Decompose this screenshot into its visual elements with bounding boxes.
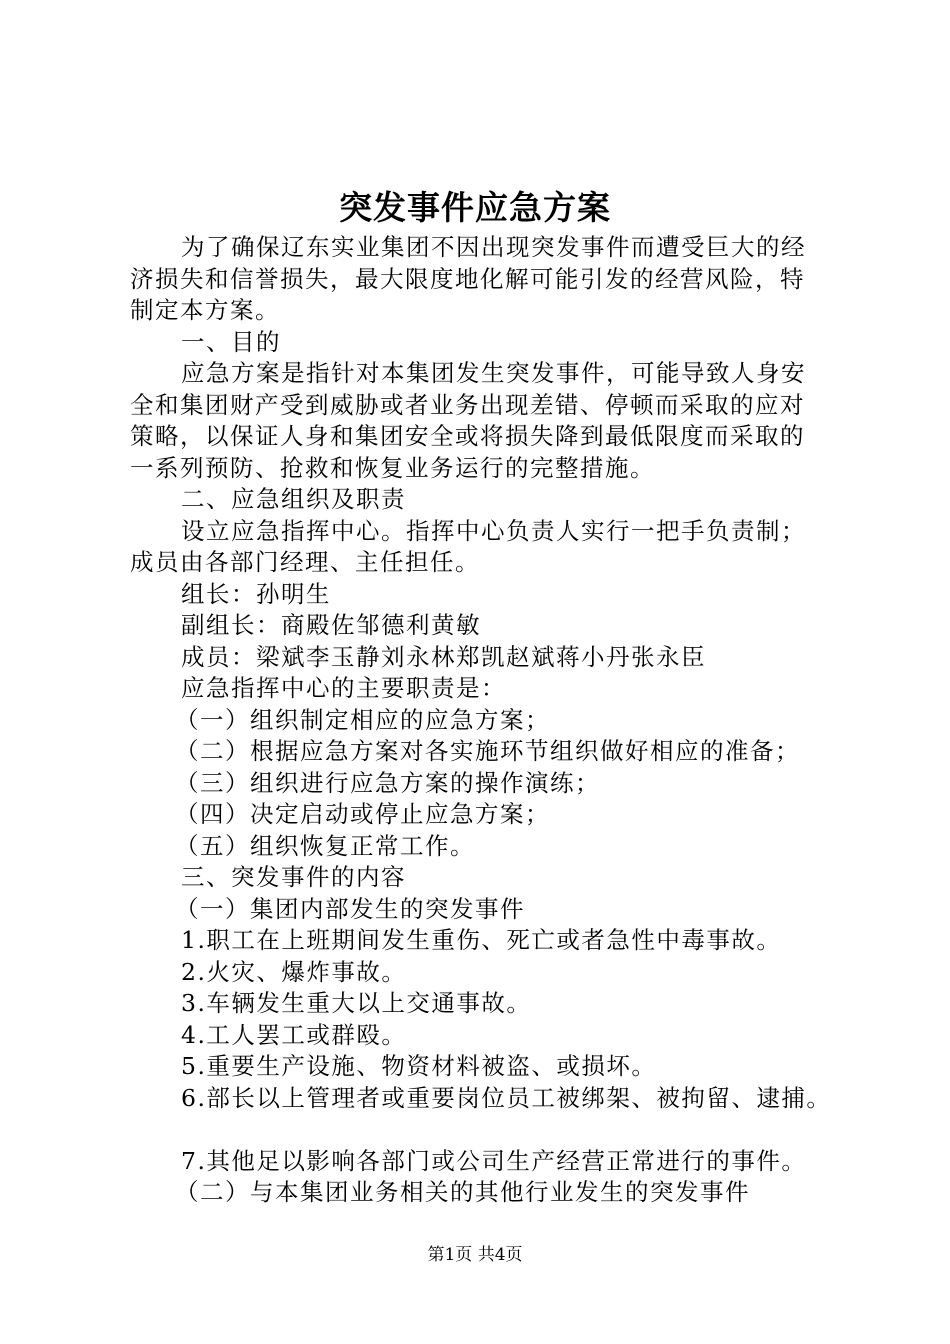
list-item: 6.部长以上管理者或重要岗位员工被绑架、被拘留、逮捕。 xyxy=(181,1083,832,1112)
section-heading: 一、目的 xyxy=(181,327,281,356)
paragraph-line: 为了确保辽东实业集团不因出现突发事件而遭受巨大的经 xyxy=(181,233,806,261)
paragraph-line: 全和集团财产受到威胁或者业务出现差错、停顿而采取的应对 xyxy=(130,390,805,419)
paragraph-line: 制定本方案。 xyxy=(130,296,280,324)
paragraph-line: 策略，以保证人身和集团安全或将损失降到最低限度而采取的 xyxy=(130,422,805,450)
list-item: 2.火灾、爆炸事故。 xyxy=(181,957,407,986)
document-body xyxy=(130,232,850,1209)
subsection-heading: （二）与本集团业务相关的其他行业发生的突发事件 xyxy=(175,1178,750,1206)
list-item: 4.工人罢工或群殴。 xyxy=(181,1020,407,1049)
list-item: （五）组织恢复正常工作。 xyxy=(175,831,475,860)
blank-line xyxy=(130,1114,850,1146)
list-item: 3.车辆发生重大以上交通事故。 xyxy=(181,989,532,1017)
paragraph-line: 设立应急指挥中心。指挥中心负责人实行一把手负责制； xyxy=(181,516,806,545)
document-title: 突发事件应急方案 xyxy=(339,188,611,227)
list-item: （一）组织制定相应的应急方案； xyxy=(175,705,550,734)
deputy-leader-line: 副组长：商殿佐邹德利黄敏 xyxy=(181,611,481,639)
team-leader-line: 组长：孙明生 xyxy=(181,579,331,608)
section-heading: 二、应急组织及职责 xyxy=(181,485,406,513)
paragraph-line: 应急方案是指针对本集团发生突发事件，可能导致人身安 xyxy=(181,359,806,387)
list-item: （四）决定启动或停止应急方案； xyxy=(175,800,550,828)
subsection-heading: （一）集团内部发生的突发事件 xyxy=(175,894,525,923)
list-item: （二）根据应急方案对各实施环节组织做好相应的准备； xyxy=(175,737,800,765)
paragraph-line: 应急指挥中心的主要职责是： xyxy=(181,674,506,702)
list-item: （三）组织进行应急方案的操作演练； xyxy=(175,768,600,797)
members-line: 成员：梁斌李玉静刘永林郑凯赵斌蒋小丹张永臣 xyxy=(181,642,706,671)
paragraph-line: 成员由各部门经理、主任担任。 xyxy=(130,548,480,576)
list-item: 7.其他足以影响各部门或公司生产经营正常进行的事件。 xyxy=(181,1146,807,1175)
section-heading: 三、突发事件的内容 xyxy=(181,863,406,891)
page-footer: 第1页 共4页 xyxy=(427,1245,523,1265)
list-item: 5.重要生产设施、物资材料被盗、或损坏。 xyxy=(181,1052,657,1080)
paragraph-line: 一系列预防、抢救和恢复业务运行的完整措施。 xyxy=(130,453,655,482)
paragraph-line: 济损失和信誉损失，最大限度地化解可能引发的经营风险，特 xyxy=(130,264,805,293)
list-item: 1.职工在上班期间发生重伤、死亡或者急性中毒事故。 xyxy=(181,926,782,954)
